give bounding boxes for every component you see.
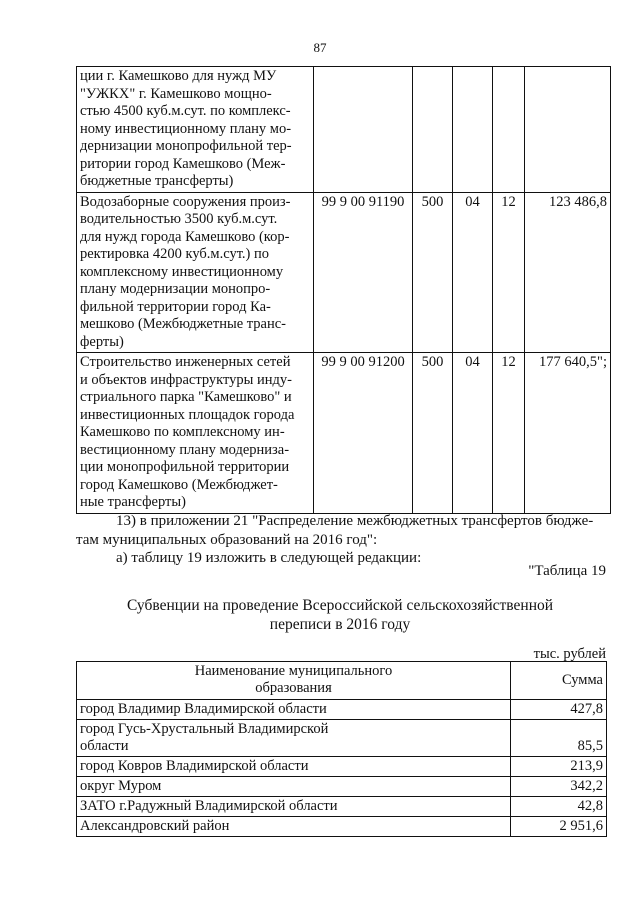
municipality-sum: 342,2 bbox=[511, 777, 607, 797]
municipality-name: город Владимир Владимирской области bbox=[77, 700, 511, 720]
row-sum: 123 486,8 bbox=[525, 192, 611, 353]
municipality-sum: 85,5 bbox=[511, 720, 607, 757]
paragraph-13-continued: там муниципальных образований на 2016 год": bbox=[76, 532, 378, 548]
row-pr: 12 bbox=[493, 353, 525, 514]
table-header-row bbox=[77, 662, 607, 700]
paragraph-13: 13) в приложении 21 "Распределение межбюджетных трансфертов бюдже- bbox=[116, 513, 594, 529]
row-sum bbox=[525, 67, 611, 193]
municipality-sum: 2 951,6 bbox=[511, 817, 607, 837]
row-code: 99 9 00 91200 bbox=[314, 353, 413, 514]
municipality-name: город Гусь-Хрустальный Владимирской области bbox=[77, 720, 511, 757]
row-rz: 04 bbox=[453, 353, 493, 514]
row-rz bbox=[453, 67, 493, 193]
page-number: 87 bbox=[313, 40, 327, 55]
table-row bbox=[77, 720, 607, 757]
row-pr bbox=[493, 67, 525, 193]
table-row bbox=[77, 67, 611, 193]
municipality-sum: 42,8 bbox=[511, 797, 607, 817]
municipality-name: округ Муром bbox=[77, 777, 511, 797]
table-row bbox=[77, 797, 607, 817]
row-pr: 12 bbox=[493, 192, 525, 353]
row-code: 99 9 00 91190 bbox=[314, 192, 413, 353]
municipality-sum: 427,8 bbox=[511, 700, 607, 720]
paragraph-a: а) таблицу 19 изложить в следующей редакции: bbox=[116, 550, 422, 566]
budget-table bbox=[76, 66, 611, 514]
table-row bbox=[77, 192, 611, 353]
row-sum: 177 640,5"; bbox=[525, 353, 611, 514]
table-caption: "Таблица 19 bbox=[528, 563, 606, 579]
municipality-name: ЗАТО г.Радужный Владимирской области bbox=[77, 797, 511, 817]
table-title: Субвенции на проведение Всероссийской сельскохозяйственной переписи в 2016 году bbox=[126, 597, 554, 633]
table-row bbox=[77, 817, 607, 837]
table-row bbox=[77, 353, 611, 514]
row-code bbox=[314, 67, 413, 193]
header-name: Наименование муниципального образования bbox=[77, 662, 511, 700]
header-sum: Сумма bbox=[511, 662, 607, 700]
municipality-name: Александровский район bbox=[77, 817, 511, 837]
table-row bbox=[77, 777, 607, 797]
municipality-sum: 213,9 bbox=[511, 757, 607, 777]
table-row bbox=[77, 700, 607, 720]
row-description: Строительство инженерных сетей и объектов инфраструктуры инду- стриального парка "Камешково" и инвестиционных площадок города Камешково по комплексному ин- вестиционному плану модерниза- ции монопрофильной территории город Камешково (Межбюджет- ные трансферты) bbox=[77, 353, 314, 514]
row-description: ции г. Камешково для нужд МУ "УЖКХ" г. Камешково мощно- стью 4500 куб.м.сут. по комплекс- ному инвестиционному плану мо- дернизации монопрофильной тер- ритории город Камешково (Меж- бюджетные трансферты) bbox=[77, 67, 314, 193]
row-rz: 04 bbox=[453, 192, 493, 353]
row-description: Водозаборные сооружения произ- водительностью 3500 куб.м.сут. для нужд города Камешково (кор- ректировка 4200 куб.м.сут.) по комплексному инвестиционному плану модернизации монопро- фильной территории город Ка- мешково (Межбюджетные транс- ферты) bbox=[77, 192, 314, 353]
units-label: тыс. рублей bbox=[533, 646, 606, 662]
subsidy-table bbox=[76, 661, 607, 837]
table-row bbox=[77, 757, 607, 777]
row-vr: 500 bbox=[413, 192, 453, 353]
row-vr: 500 bbox=[413, 353, 453, 514]
row-vr bbox=[413, 67, 453, 193]
municipality-name: город Ковров Владимирской области bbox=[77, 757, 511, 777]
